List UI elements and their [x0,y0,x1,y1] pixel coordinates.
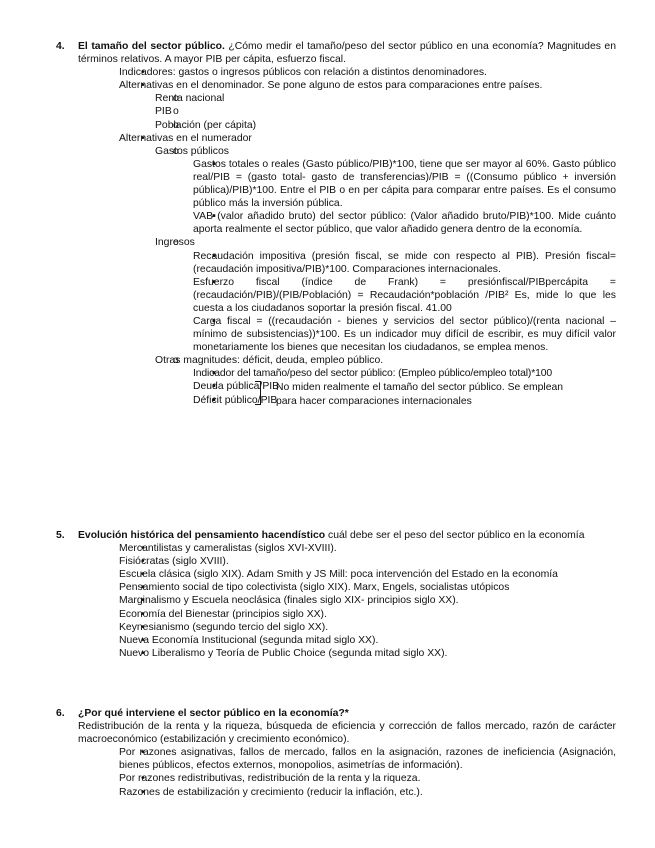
list-item: • Keynesianismo (segundo tercio del siglo XX). [119,621,616,634]
brace-note: No miden realmente el tamaño del sector público. Se emplean para hacer comparaciones internacionales [276,382,564,407]
list-item: ▪ Carga fiscal = ((recaudación - bienes y servicios del sector público)/(renta nacional – mínimo de subsistencias))*100. Es un indicador muy difícil de escribir, es muy difícil valor monetariamente los bienes que necesitan los ciudadanos, se emplea menos. [193,315,616,354]
section-5-list [78,542,616,660]
list-item: • Marginalismo y Escuela neoclásica (finales siglo XIX- principios siglo XX). [119,594,616,607]
list-item: ▪ Gastos totales o reales (Gasto público/PIB)*100, tiene que ser mayor al 60%. Gasto público real/PIB = (gasto total- gasto de transferencias)/PIB = ((Consumo público + inversión pública)/PIB)*100. Entre el PIB o en per cápita para comparar entre países. Es el consumo público más la inversión pública. [193,158,616,210]
list-item: • Razones de estabilización y crecimiento (reducir la inflación, etc.). [119,786,616,799]
list-item: o PIB [155,105,616,118]
list-item: ▪ VAB (valor añadido bruto) del sector público: (Valor añadido bruto/PIB)*100. Mide cuánto aporta realmente el sector público, que valor añadido genera dentro de la economía. [193,210,616,236]
list-item: ▪ Deuda pública/PIB [193,380,616,393]
section-6 [56,707,616,799]
section-4-list [78,66,616,406]
list-item: o Ingresos ▪ Recaudación impositiva (presión fiscal, se mide con respecto al PIB). Presión fiscal= (recaudación impositiva/PIB)*100. Comparaciones internacionales. ▪ Esfuerzo fiscal (índice de Frank) = presiónfiscal/PIBpercápita = (recaudación/PIB)/(PIB/Población) = Recaudación*población /PIB² Es, mide lo que les cuesta a los ciudadanos soportar la presión fiscal. 41.00 ▪ Carga fiscal = ((recaudación - bienes y servicios del sector público)/(renta nacional – mínimo de subsistencias))*100. Es un indicador muy difícil de escribir, es muy difícil valor monetariamente los bienes que necesitan los ciudadanos, se emplea menos. [155,236,616,354]
list-item: • Indicadores: gastos o ingresos públicos con relación a distintos denominadores. [119,66,616,79]
section-4-title: El tamaño del sector público. [78,41,225,52]
section-4-intro: El tamaño del sector público. ¿Cómo medir el tamaño/peso del sector público en una economía? Magnitudes en términos relativos. A mayor PIB per cápita, esfuerzo fiscal. [78,41,616,66]
list-item: o Otras magnitudes: déficit, deuda, empleo público. ▪ Indicador del tamaño/peso del sector público: (Empleo público/empleo total)*100 ▪ Deuda pública/PIB ▪ Déficit público/PIB No miden realmente el tamaño del sector público. Se emplean para hacer comparaciones internacionales [155,354,616,406]
section-5-title: Evolución histórica del pensamiento hacendístico [78,530,326,541]
section-5 [56,529,616,660]
ingresos-list [155,250,616,355]
section-4 [56,40,616,407]
list-item: o Renta nacional [155,92,616,105]
list-item: • Por razones asignativas, fallos de mercado, fallos en la asignación, razones de ineficiencia (Asignación, bienes públicos, efectos externos, monopolios, asimetrías de información). [119,746,616,772]
list-item: ▪ Recaudación impositiva (presión fiscal, se mide con respecto al PIB). Presión fiscal= (recaudación impositiva/PIB)*100. Comparaciones internacionales. [193,250,616,276]
list-item: ▪ Esfuerzo fiscal (índice de Frank) = presiónfiscal/PIBpercápita = (recaudación/PIB)/(PIB/Población) = Recaudación*población /PIB² Es, mide lo que les cuesta a los ciudadanos soportar la presión fiscal. 41.00 [193,276,616,315]
list-item: o Gastos públicos ▪ Gastos totales o reales (Gasto público/PIB)*100, tiene que ser mayor al 60%. Gasto público real/PIB = (gasto total- gasto de transferencias)/PIB = ((Consumo público + inversión pública)/PIB)*100. Entre el PIB o en per cápita para comparar entre países. Es el consumo público más la inversión pública. ▪ VAB (valor añadido bruto) del sector público: (Valor añadido bruto/PIB)*100. Mide cuánto aporta realmente el sector público, que valor añadido genera dentro de la economía. [155,145,616,237]
section-6-title: ¿Por qué interviene el sector público en la economía?* [78,708,349,719]
list-item: • Escuela clásica (siglo XIX). Adam Smith y JS Mill: poca intervención del Estado en la economía [119,568,616,581]
list-item: ▪ Indicador del tamaño/peso del sector público: (Empleo público/empleo total)*100 [193,367,616,380]
section-4-number: 4. [56,41,65,52]
gastos-list [155,158,616,237]
list-item: • Nueva Economía Institucional (segunda mitad siglo XX). [119,634,616,647]
list-item: • Fisiócratas (siglo XVIII). [119,555,616,568]
list-item: • Por razones redistributivas, redistribución de la renta y la riqueza. [119,772,616,785]
section-6-intro: Redistribución de la renta y la riqueza, búsqueda de eficiencia y corrección de fallos mercado, razón de carácter macroeconómico (estabilización y crecimiento económico). [78,721,616,746]
list-item: o Población (per cápita) [155,119,616,132]
list-item: • Nuevo Liberalismo y Teoría de Public Choice (segunda mitad siglo XX). [119,647,616,660]
denominator-list [119,92,616,131]
list-item: ▪ Déficit público/PIB [193,394,616,407]
list-item: • Alternativas en el denominador. Se pone alguno de estos para comparaciones entre países. o Renta nacional o PIB o Población (per cápita) [119,79,616,131]
list-item: • Economía del Bienestar (principios siglo XX). [119,608,616,621]
brace-group [155,380,616,406]
numerator-list [119,145,616,407]
section-6-number: 6. [56,708,65,719]
list-item: • Pensamiento social de tipo colectivista (siglo XIX). Marx, Engels, socialistas utópicos [119,581,616,594]
section-5-number: 5. [56,530,65,541]
section-5-intro: Evolución histórica del pensamiento hacendístico cuál debe ser el peso del sector público en la economía [78,530,585,541]
list-item: • Alternativas en el numerador o Gastos públicos ▪ Gastos totales o reales (Gasto público/PIB)*100, tiene que ser mayor al 60%. Gasto público real/PIB = (gasto total- gasto de transferencias)/PIB = ((Consumo público + inversión pública)/PIB)*100. Entre el PIB o en per cápita para comparar entre países. Es el consumo público más la inversión pública. ▪ VAB (valor añadido bruto) del sector público: (Valor añadido bruto/PIB)*100. Mide cuánto aporta realmente el sector público, que valor añadido genera dentro de la economía. o Ingresos ▪ Recaudación impositiva (presión fiscal, se mide con respecto al PIB). Presión fiscal= (recaudación impositiva/PIB)*100. Comparaciones internacionales. ▪ Esfuerzo fiscal (índice de Frank) = presiónfiscal/PIBpercápita = (recaudación/PIB)/(PIB/Población) = Recaudación*población /PIB² Es, mide lo que les cuesta a los ciudadanos soportar la presión fiscal. 41.00 ▪ Carga fiscal = ((recaudación - bienes y servicios del sector público)/(renta nacional – mínimo de subsistencias))*100. Es un indicador muy difícil de escribir, es muy difícil valor monetariamente los bienes que necesitan los ciudadanos, se emplea menos. o Otras magnitudes: déficit, deuda, empleo público. ▪ Indicador del tamaño/peso del sector público: (Empleo público/empleo total)*100 ▪ Deuda pública/PIB ▪ Déficit público/PIB No miden realmente el tamaño del sector público. Se emplean para hacer comparaciones internacionales [119,132,616,407]
list-item: • Mercantilistas y cameralistas (siglos XVI-XVIII). [119,542,616,555]
right-brace-icon [255,381,261,405]
otras-list [155,367,616,380]
section-6-list [78,746,616,798]
